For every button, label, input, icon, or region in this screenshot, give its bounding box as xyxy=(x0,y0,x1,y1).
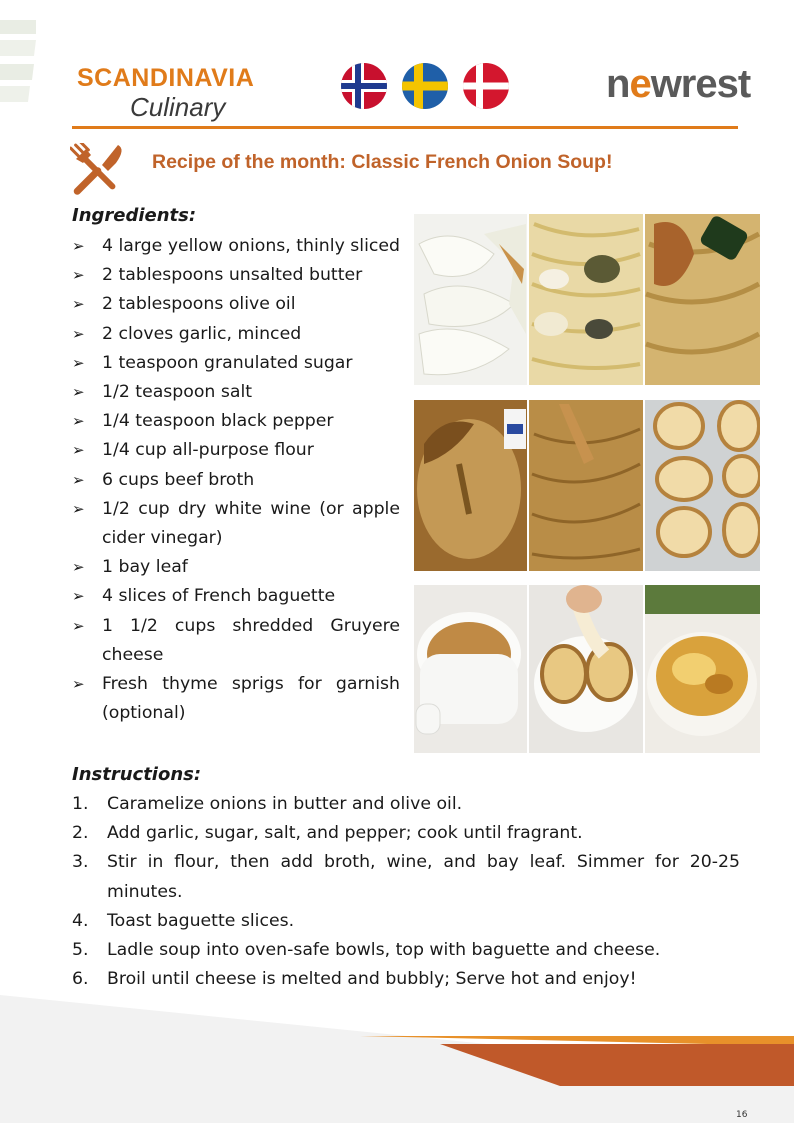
ingredient-item: ➢ 4 large yellow onions, thinly sliced xyxy=(72,232,400,261)
recipe-title: Recipe of the month: Classic French Onion Soup! xyxy=(152,151,613,173)
instructions-heading: Instructions: xyxy=(72,764,202,785)
ingredient-item: ➢ Fresh thyme sprigs for garnish (optional) xyxy=(72,670,400,728)
step-number: 4. xyxy=(72,910,89,931)
instructions-list xyxy=(72,790,740,994)
photo-sliced-onions xyxy=(414,214,527,385)
denmark-flag-icon xyxy=(462,62,510,110)
ingredients-list xyxy=(72,232,400,728)
ingredient-item: ➢ 1 1/2 cups shredded Gruyere cheese xyxy=(72,612,400,670)
ingredient-item: ➢ 2 cloves garlic, minced xyxy=(72,320,400,349)
fork-knife-icon xyxy=(70,143,126,199)
newrest-logo: newrest xyxy=(606,62,751,106)
instruction-step xyxy=(72,790,740,819)
brand-subtitle: Culinary xyxy=(130,92,226,122)
header-divider xyxy=(72,126,738,129)
ingredient-item: ➢ 1/2 teaspoon salt xyxy=(72,378,400,407)
ingredients-heading: Ingredients: xyxy=(72,205,197,226)
instruction-step xyxy=(72,907,740,936)
recipe-photo-collage xyxy=(414,214,760,753)
ingredient-item: ➢ 4 slices of French baguette xyxy=(72,582,400,611)
ingredient-item: ➢ 1/4 teaspoon black pepper xyxy=(72,407,400,436)
photo-simmering-soup xyxy=(529,400,643,571)
step-text: Broil until cheese is melted and bubbly; Serve hot and enjoy! xyxy=(107,969,637,990)
decorative-stripes xyxy=(0,18,40,108)
ingredient-item: ➢ 1/2 cup dry white wine (or apple cider vinegar) xyxy=(72,495,400,553)
photo-finished-soup xyxy=(645,585,760,753)
photo-adding-wine xyxy=(645,214,760,385)
sweden-flag-icon xyxy=(401,62,449,110)
ingredient-item: ➢ 2 tablespoons olive oil xyxy=(72,290,400,319)
step-number: 6. xyxy=(72,969,89,990)
photo-adding-cheese xyxy=(529,585,643,753)
footer-decoration xyxy=(0,990,794,1123)
page-number: 16 xyxy=(736,1110,748,1120)
step-text: Add garlic, sugar, salt, and pepper; cook until fragrant. xyxy=(107,823,583,844)
photo-soup-in-bowl xyxy=(414,585,527,753)
photo-onions-with-spices xyxy=(529,214,643,385)
step-text: Toast baguette slices. xyxy=(107,910,295,931)
ingredient-item: ➢ 2 tablespoons unsalted butter xyxy=(72,261,400,290)
ingredient-item: ➢ 1 teaspoon granulated sugar xyxy=(72,349,400,378)
ingredient-item: ➢ 6 cups beef broth xyxy=(72,466,400,495)
ingredient-item: ➢ 1 bay leaf xyxy=(72,553,400,582)
instruction-step xyxy=(72,936,740,965)
photo-toasted-baguette xyxy=(645,400,760,571)
step-text: Caramelize onions in butter and olive oil. xyxy=(107,794,463,814)
ingredient-item: ➢ 1/4 cup all-purpose flour xyxy=(72,436,400,465)
step-number: 1. xyxy=(72,794,89,814)
step-text: Ladle soup into oven-safe bowls, top with baguette and cheese. xyxy=(107,940,661,961)
step-number: 3. xyxy=(72,852,89,873)
instruction-step xyxy=(72,848,740,906)
photo-adding-broth xyxy=(414,400,527,571)
brand-title: SCANDINAVIA xyxy=(77,64,255,92)
norway-flag-icon xyxy=(340,62,388,110)
instruction-step xyxy=(72,819,740,848)
step-text: Stir in flour, then add broth, wine, and bay leaf. Simmer for 20-25 minutes. xyxy=(107,852,740,902)
step-number: 5. xyxy=(72,940,89,961)
step-number: 2. xyxy=(72,823,89,844)
